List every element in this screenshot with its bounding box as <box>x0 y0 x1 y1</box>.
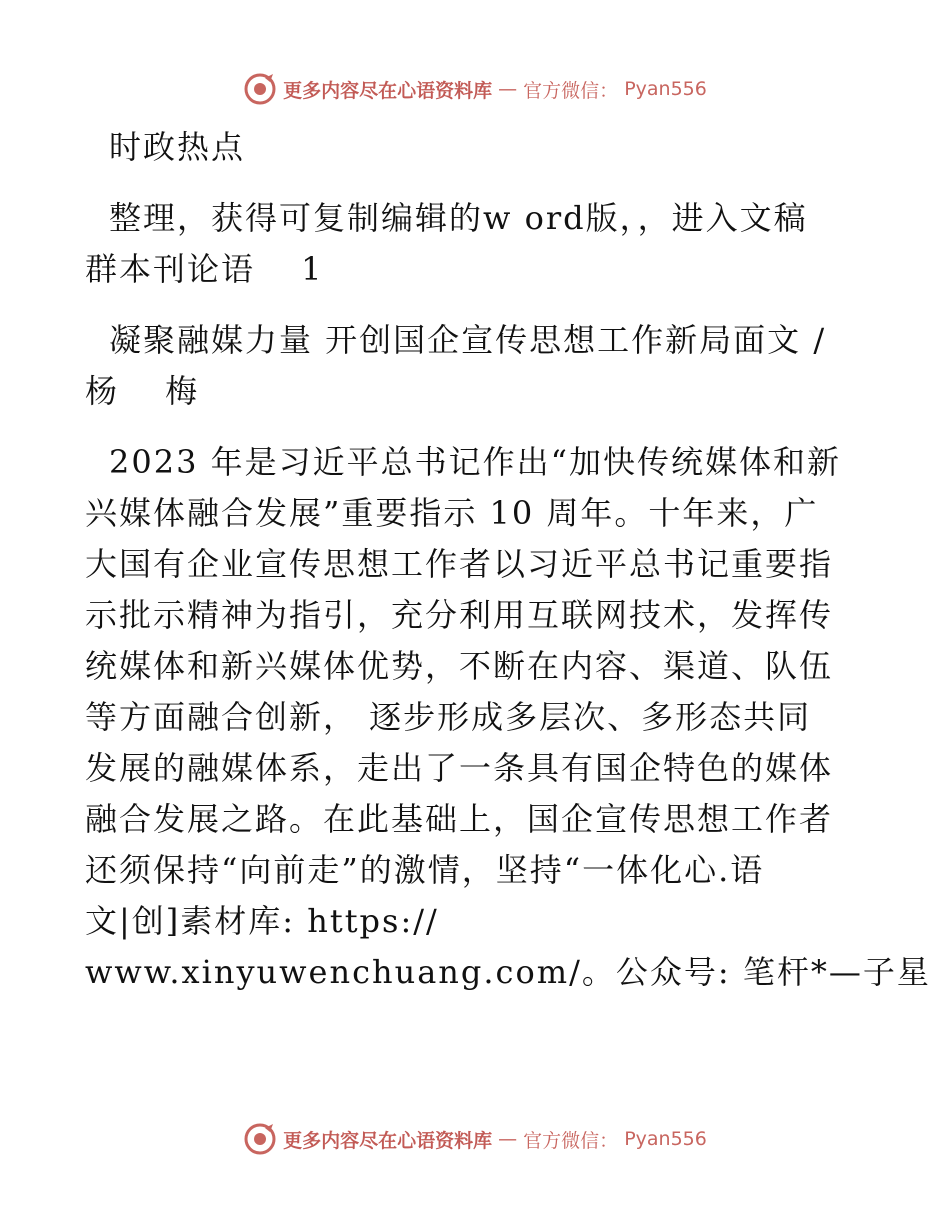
body-line: 示批示精神为指引，充分利用互联网技术，发挥传 <box>85 596 834 634</box>
body-line: 文|创]素材库: https:// <box>85 902 439 940</box>
watermark-wechat-id: Pyan556 <box>624 1128 707 1150</box>
seal-logo-icon <box>243 1122 277 1156</box>
watermark-subtitle: 官方微信： <box>523 79 619 102</box>
article-title <box>85 315 867 417</box>
body-line: 统媒体和新兴媒体优势，不断在内容、渠道、队伍 <box>85 647 834 685</box>
body-line: www.xinyuwenchuang.com/。公众号: 笔杆*—子星 <box>85 953 931 991</box>
watermark-wechat-id: Pyan556 <box>624 78 707 100</box>
body-line: 大国有企业宣传思想工作者以习近平总书记重要指 <box>85 545 834 583</box>
body-line: 等方面融合创新， 逐步形成多层次、多形态共同 <box>85 698 812 736</box>
intro-line: 群本刊论语 1 <box>85 250 324 288</box>
watermark-label: 更多内容尽在心语资料库 <box>283 79 493 102</box>
title-line: 凝聚融媒力量 开创国企宣传思想工作新局面文 / <box>109 321 827 359</box>
section-heading: 时政热点 <box>109 128 246 166</box>
watermark-footer <box>0 1122 950 1156</box>
body-line: 还须保持“向前走”的激情，坚持“一体化心.语 <box>85 851 765 889</box>
intro-paragraph <box>85 193 867 295</box>
watermark-label: 更多内容尽在心语资料库 <box>283 1129 493 1152</box>
title-line: 杨 梅 <box>85 372 200 410</box>
intro-line: 整理，获得可复制编辑的w ord版，，进入文稿 <box>109 199 808 237</box>
watermark-separator: — <box>498 1128 518 1150</box>
body-line: 2023 年是习近平总书记作出“加快传统媒体和新 <box>109 443 841 481</box>
article-paragraph <box>85 437 931 998</box>
body-line: 融合发展之路。在此基础上，国企宣传思想工作者 <box>85 800 834 838</box>
seal-logo-icon <box>243 72 277 106</box>
watermark-subtitle: 官方微信： <box>523 1129 619 1152</box>
watermark-header <box>0 72 950 106</box>
watermark-separator: — <box>498 78 518 100</box>
document-body <box>85 122 931 1018</box>
body-line: 发展的融媒体系，走出了一条具有国企特色的媒体 <box>85 749 834 787</box>
body-line: 兴媒体融合发展”重要指示 10 周年。十年来，广 <box>85 494 819 532</box>
